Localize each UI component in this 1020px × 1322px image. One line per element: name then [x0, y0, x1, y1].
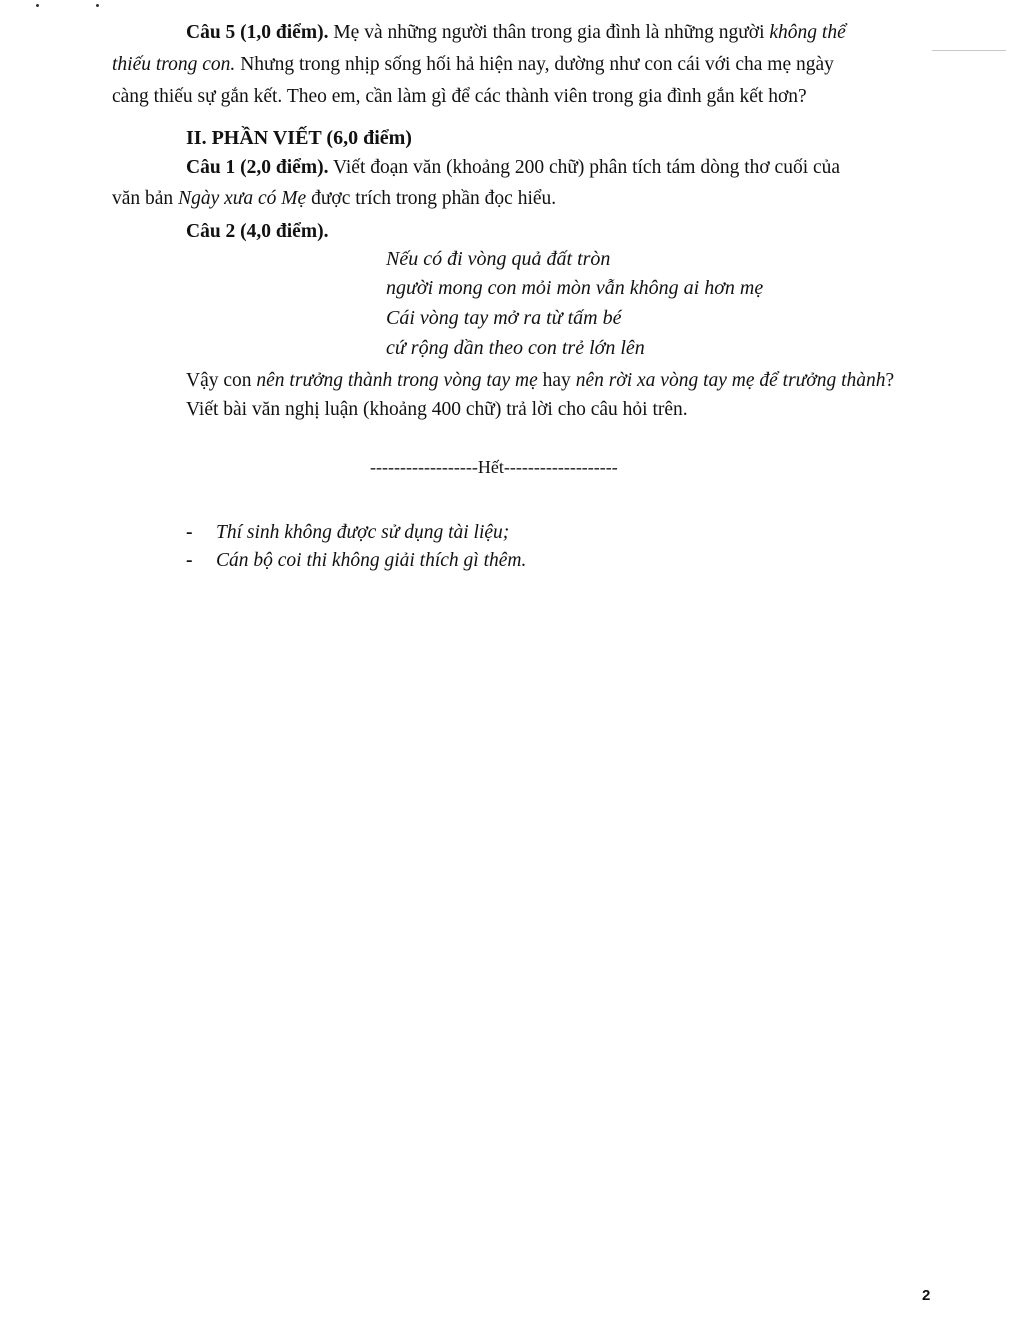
q5-line-1 [186, 21, 846, 44]
q5-label: Câu 5 (1,0 điểm). [186, 22, 329, 43]
note-item-2 [186, 549, 526, 572]
q1-label: Câu 1 (2,0 điểm). [186, 157, 329, 178]
poem-line-4: cứ rộng dần theo con trẻ lớn lên [386, 337, 645, 359]
q5-text-1: Mẹ và những người thân trong gia đình là những người [328, 22, 770, 43]
q5-text-3: càng thiếu sự gắn kết. Theo em, cần làm gì để các thành viên trong gia đình gắn kết hơn? [112, 86, 807, 107]
page-number: 2 [922, 1287, 931, 1304]
poem-line-2: người mong con mỏi mòn vẫn không ai hơn mẹ [386, 277, 764, 299]
scan-speck [36, 4, 39, 7]
q2-label-line [186, 220, 328, 243]
section-2-heading: II. PHẦN VIẾT (6,0 điểm) [186, 127, 412, 149]
q2-task-line: Viết bài văn nghị luận (khoảng 400 chữ) trả lời cho câu hỏi trên. [186, 399, 688, 420]
note-text-2: Cán bộ coi thi không giải thích gì thêm. [216, 550, 527, 571]
q1-text-1: Viết đoạn văn (khoảng 200 chữ) phân tích tám dòng thơ cuối của [328, 157, 841, 178]
scan-speck [96, 4, 99, 7]
q1-text-2: văn bản [112, 188, 179, 209]
q1-line-2 [112, 187, 556, 210]
scan-edge-line [932, 50, 1006, 51]
q2-prompt-1: Vậy con [186, 370, 257, 391]
bullet-dash: - [186, 550, 193, 571]
q2-prompt-line [186, 369, 894, 392]
q5-text-2: Nhưng trong nhịp sống hối hả hiện nay, dường như con cái với cha mẹ ngày [235, 54, 834, 75]
q5-italic-1: không thể [769, 22, 846, 43]
q2-prompt-italic-2: nên rời xa vòng tay mẹ để trưởng thành [575, 370, 886, 391]
end-marker: ------------------Hết------------------- [370, 457, 618, 477]
q5-line-2 [112, 53, 834, 76]
q1-italic-title: Ngày xưa có Mẹ [178, 188, 307, 209]
q2-prompt-italic-1: nên trưởng thành trong vòng tay mẹ [256, 370, 538, 391]
q2-prompt-2: hay [537, 370, 576, 391]
note-text-1: Thí sinh không được sử dụng tài liệu; [216, 522, 510, 543]
poem-line-3: Cái vòng tay mở ra từ tấm bé [386, 307, 622, 329]
q5-italic-2: thiếu trong con. [112, 54, 236, 75]
q1-line-1 [186, 156, 840, 179]
q5-line-3 [112, 85, 807, 108]
q2-prompt-3: ? [885, 370, 895, 391]
poem-line-1: Nếu có đi vòng quả đất tròn [386, 248, 611, 270]
bullet-dash: - [186, 522, 193, 543]
q2-label: Câu 2 (4,0 điểm). [186, 221, 329, 242]
note-item-1 [186, 521, 509, 544]
q1-text-3: được trích trong phần đọc hiểu. [306, 188, 557, 209]
